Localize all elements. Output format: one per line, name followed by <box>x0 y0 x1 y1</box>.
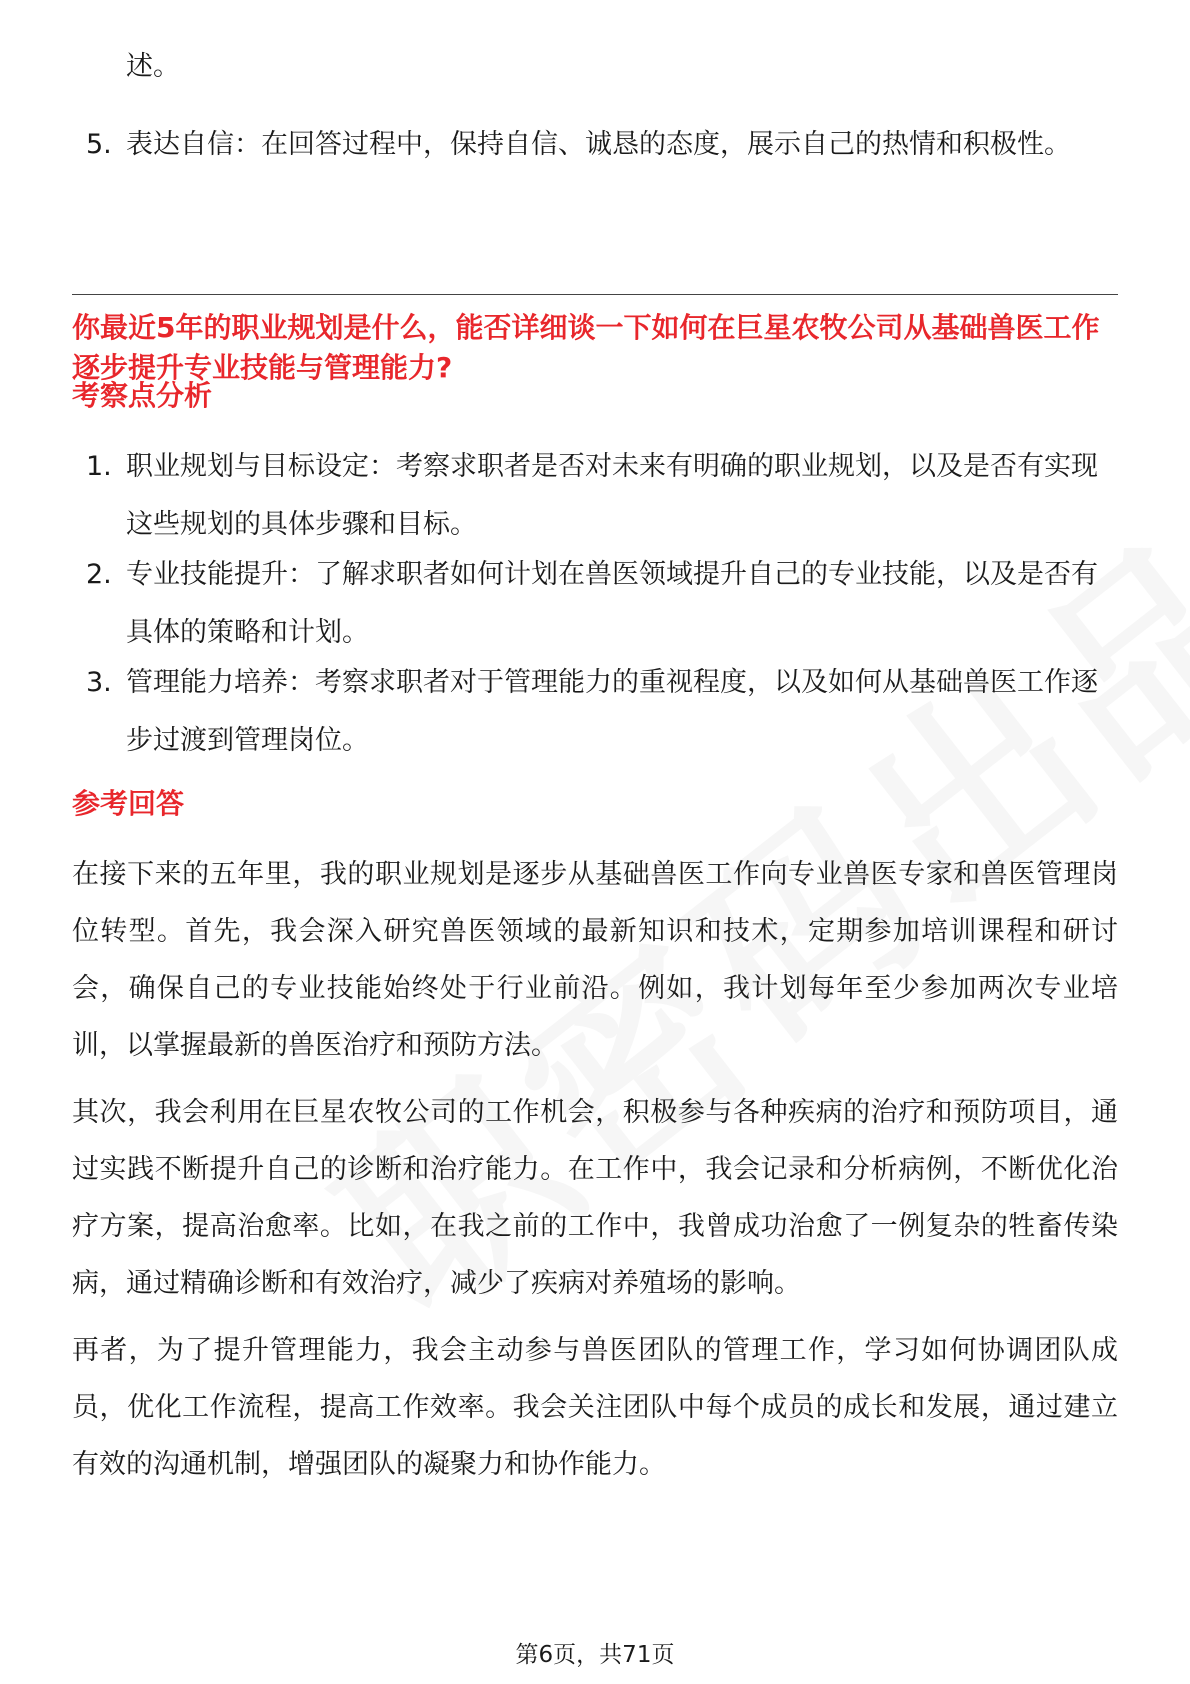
previous-item-continuation: 述。 <box>126 51 180 82</box>
answer-paragraph: 其次，我会利用在巨星农牧公司的工作机会，积极参与各种疾病的治疗和预防项目，通过实践不断提升自己的诊断和治疗能力。在工作中，我会记录和分析病例，不断优化治疗方案，提高治愈率。比如，在我之前的工作中，我曾成功治愈了一例复杂的牲畜传染病，通过精确诊断和有效治疗，减少了疾病对养殖场的影响。 <box>72 1097 1118 1299</box>
list-item <box>72 654 1112 770</box>
section-divider <box>72 294 1118 295</box>
list-item-text: 管理能力培养：考察求职者对于管理能力的重视程度，以及如何从基础兽医工作逐步过渡到管理岗位。 <box>126 667 1098 756</box>
list-item-number: 3. <box>86 667 112 698</box>
list-item-number: 5. <box>86 129 112 160</box>
question-heading: 你最近5年的职业规划是什么，能否详细谈一下如何在巨星农牧公司从基础兽医工作逐步提升专业技能与管理能力? <box>72 311 1100 384</box>
answer-paragraph: 在接下来的五年里，我的职业规划是逐步从基础兽医工作向专业兽医专家和兽医管理岗位转型。首先，我会深入研究兽医领域的最新知识和技术，定期参加培训课程和研讨会，确保自己的专业技能始终处于行业前沿。例如，我计划每年至少参加两次专业培训，以掌握最新的兽医治疗和预防方法。 <box>72 859 1118 1061</box>
list-item-text: 专业技能提升：了解求职者如何计划在兽医领域提升自己的专业技能，以及是否有具体的策略和计划。 <box>126 559 1098 648</box>
answer-paragraph: 再者，为了提升管理能力，我会主动参与兽医团队的管理工作，学习如何协调团队成员，优化工作流程，提高工作效率。我会关注团队中每个成员的成长和发展，通过建立有效的沟通机制，增强团队的凝聚力和协作能力。 <box>72 1335 1118 1480</box>
list-item-text: 职业规划与目标设定：考察求职者是否对未来有明确的职业规划，以及是否有实现这些规划的具体步骤和目标。 <box>126 451 1098 540</box>
list-item <box>72 438 1112 554</box>
analysis-heading: 考察点分析 <box>72 379 213 412</box>
page-footer: 第6页，共71页 <box>515 1642 675 1668</box>
list-item-number: 2. <box>86 559 112 590</box>
list-item <box>72 116 1112 174</box>
list-item-text: 表达自信：在回答过程中，保持自信、诚恳的态度，展示自己的热情和积极性。 <box>126 129 1071 160</box>
answer-heading: 参考回答 <box>72 787 185 820</box>
list-item-number: 1. <box>86 451 112 482</box>
list-item <box>72 546 1112 662</box>
